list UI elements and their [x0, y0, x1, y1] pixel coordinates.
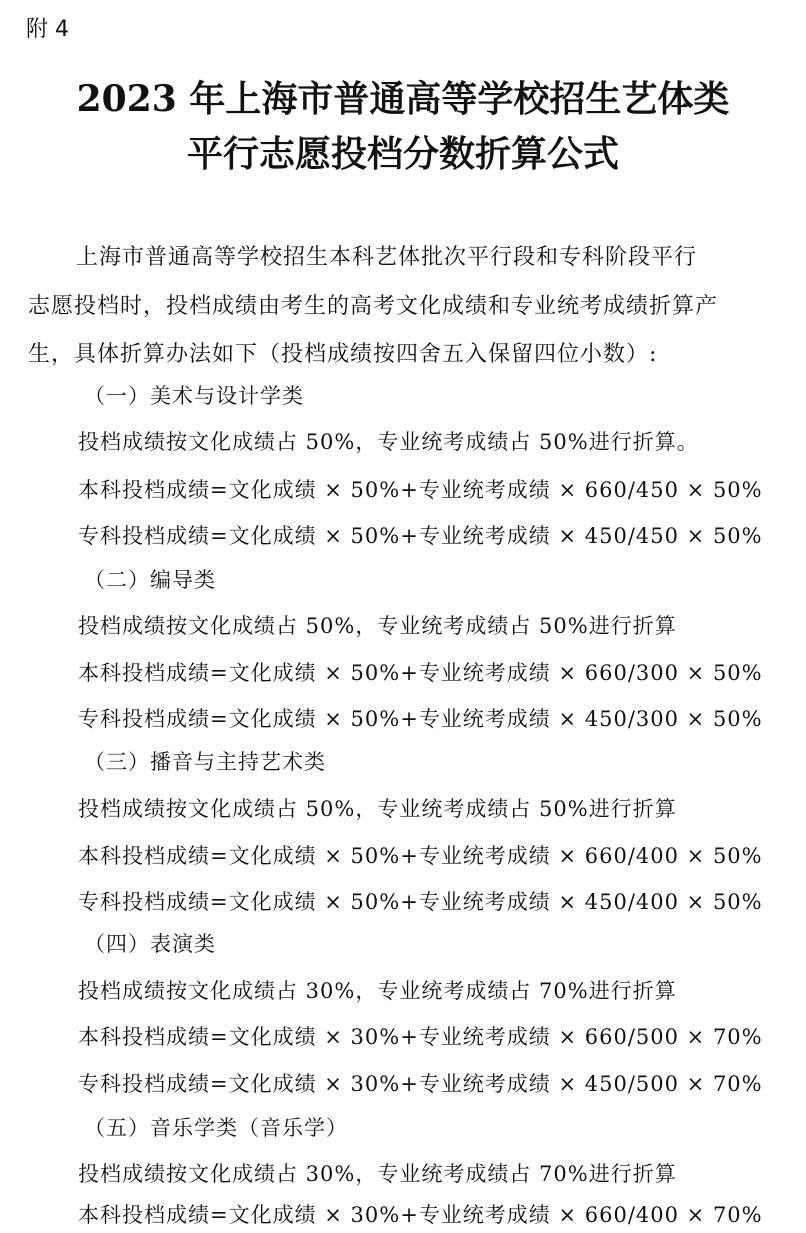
section-rule: 投档成绩按文化成绩占 50%，专业统考成绩占 50%进行折算 — [78, 797, 677, 821]
college-formula: 专科投档成绩=文化成绩 × 50%+专业统考成绩 × 450/400 × 50% — [78, 890, 763, 914]
college-formula: 专科投档成绩=文化成绩 × 30%+专业统考成绩 × 450/500 × 70% — [78, 1072, 763, 1096]
document-title-line-2: 平行志愿投档分数折算公式 — [186, 133, 619, 175]
section-heading: （一）美术与设计学类 — [84, 384, 304, 408]
college-formula: 专科投档成绩=文化成绩 × 50%+专业统考成绩 × 450/300 × 50% — [78, 707, 763, 731]
section-heading: （三）播音与主持艺术类 — [84, 750, 326, 774]
undergrad-formula: 本科投档成绩=文化成绩 × 30%+专业统考成绩 × 660/400 × 70% — [78, 1203, 763, 1227]
undergrad-formula: 本科投档成绩=文化成绩 × 30%+专业统考成绩 × 660/500 × 70% — [78, 1025, 763, 1049]
section-heading: （二）编导类 — [84, 568, 216, 592]
section-rule: 投档成绩按文化成绩占 30%，专业统考成绩占 70%进行折算 — [78, 979, 677, 1003]
section-rule: 投档成绩按文化成绩占 50%，专业统考成绩占 50%进行折算 — [78, 614, 677, 638]
intro-line-1: 上海市普通高等学校招生本科艺体批次平行段和专科阶段平行 — [76, 245, 698, 270]
section-heading: （四）表演类 — [84, 932, 216, 956]
undergrad-formula: 本科投档成绩=文化成绩 × 50%+专业统考成绩 × 660/450 × 50% — [78, 478, 763, 502]
intro-line-2: 志愿投档时，投档成绩由考生的高考文化成绩和专业统考成绩折算产 — [28, 294, 719, 319]
attachment-label: 附 4 — [26, 17, 69, 42]
undergrad-formula: 本科投档成绩=文化成绩 × 50%+专业统考成绩 × 660/300 × 50% — [78, 661, 763, 685]
section-rule: 投档成绩按文化成绩占 50%，专业统考成绩占 50%进行折算。 — [78, 430, 699, 454]
section-heading: （五）音乐学类（音乐学） — [84, 1116, 348, 1140]
intro-line-3: 生，具体折算办法如下（投档成绩按四舍五入保留四位小数）: — [28, 342, 658, 367]
undergrad-formula: 本科投档成绩=文化成绩 × 50%+专业统考成绩 × 660/400 × 50% — [78, 844, 763, 868]
section-rule: 投档成绩按文化成绩占 30%，专业统考成绩占 70%进行折算 — [78, 1162, 677, 1186]
document-title-line-1: 2023 年上海市普通高等学校招生艺体类 — [76, 78, 730, 120]
college-formula: 专科投档成绩=文化成绩 × 50%+专业统考成绩 × 450/450 × 50% — [78, 524, 763, 548]
